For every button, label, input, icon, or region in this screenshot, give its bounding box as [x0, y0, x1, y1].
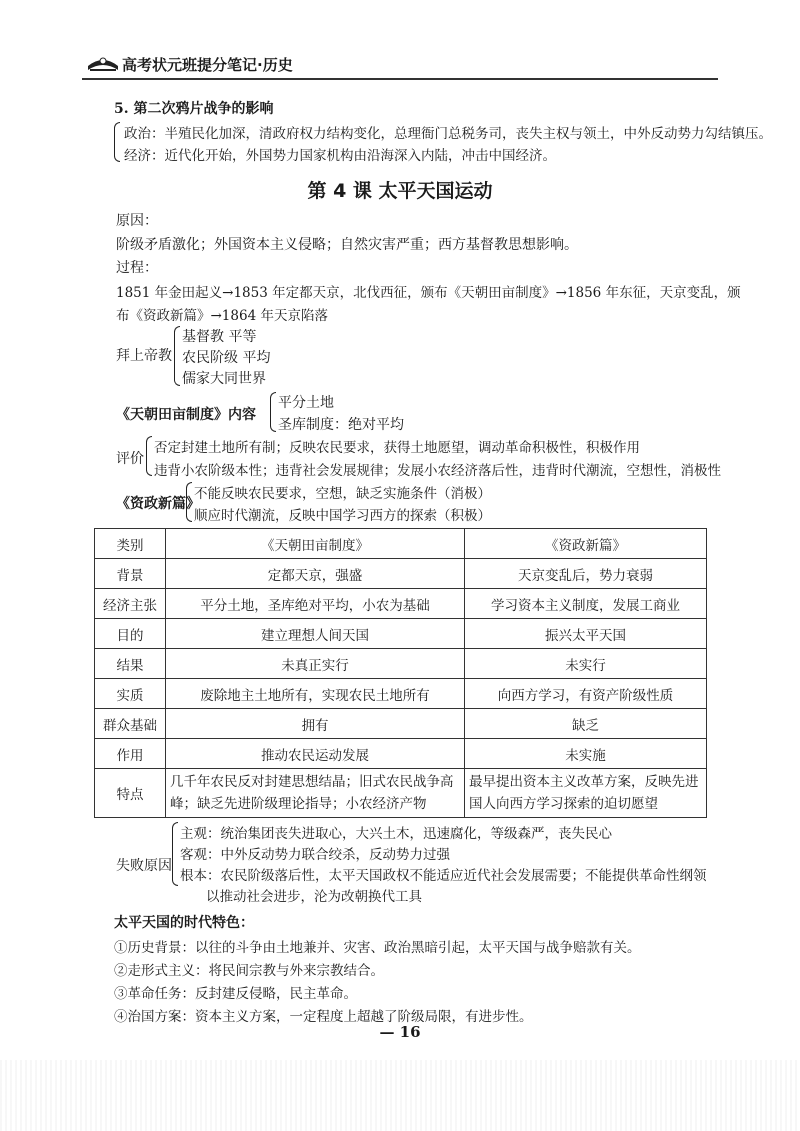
- table-cell: 目的: [95, 619, 166, 649]
- table-cell: 平分土地，圣库绝对平均，小农为基础: [166, 589, 465, 619]
- table-row: [95, 589, 707, 619]
- tianchao-brace: [270, 392, 276, 432]
- table-header-cell: 《资政新篇》: [465, 529, 707, 559]
- failure-item: 以推动社会进步，沦为改朝换代工具: [206, 889, 422, 905]
- evaluation-item: 违背小农阶级本性；违背社会发展规律；发展小农经济落后性，违背时代潮流，空想性，消极性: [154, 463, 721, 479]
- causes-text: 阶级矛盾激化；外国资本主义侵略；自然灾害严重；西方基督教思想影响。: [116, 237, 578, 253]
- table-cell: 天京变乱后，势力衰弱: [465, 559, 707, 589]
- table-cell: 未实行: [465, 649, 707, 679]
- table-cell: 结果: [95, 649, 166, 679]
- lesson-title: 第 4 课 太平天国运动: [307, 180, 493, 202]
- baishangdi-item: 农民阶级 平均: [182, 350, 271, 366]
- table-cell: 实质: [95, 679, 166, 709]
- table-cell: 几千年农民反对封建思想结晶；旧式农民战争高峰；缺乏先进阶级理论指导；小农经济产物: [166, 769, 465, 818]
- tianchao-item: 圣库制度：绝对平均: [278, 417, 404, 433]
- table-row: [95, 769, 707, 818]
- baishangdi-item: 儒家大同世界: [182, 371, 266, 387]
- table-cell: 背景: [95, 559, 166, 589]
- failure-item: 主观：统治集团丧失进取心，大兴土木，迅速腐化，等级森严，丧失民心: [180, 826, 612, 842]
- table-row: [95, 649, 707, 679]
- failure-label: 失败原因: [116, 858, 172, 874]
- table-cell: 定都天京，强盛: [166, 559, 465, 589]
- scan-noise: [0, 1060, 800, 1131]
- table-header-row: [95, 529, 707, 559]
- table-cell: 群众基础: [95, 709, 166, 739]
- table-cell: 振兴太平天国: [465, 619, 707, 649]
- section5-title: 5. 第二次鸦片战争的影响: [114, 101, 274, 117]
- failure-brace: [172, 822, 178, 886]
- table-row: [95, 739, 707, 769]
- section5-politics: 政治：半殖民化加深，清政府权力结构变化，总理衙门总税务司，丧失主权与领土，中外反动势力勾结镇压。: [124, 126, 772, 142]
- table-cell: 未实施: [465, 739, 707, 769]
- evaluation-item: 否定封建土地所有制；反映农民要求，获得土地愿望，调动革命积极性，积极作用: [154, 440, 640, 456]
- header-divider: [82, 78, 718, 80]
- section5-economy: 经济：近代化开始，外国势力国家机构由沿海深入内陆，冲击中国经济。: [124, 148, 556, 164]
- zizheng-brace: [186, 482, 192, 522]
- table-cell: 作用: [95, 739, 166, 769]
- baishangdi-item: 基督教 平等: [182, 329, 257, 345]
- table-row: [95, 679, 707, 709]
- table-row: [95, 619, 707, 649]
- table-cell: 向西方学习，有资产阶级性质: [465, 679, 707, 709]
- process-label: 过程：: [116, 260, 158, 276]
- zizheng-item: 顺应时代潮流，反映中国学习西方的探索（积极）: [194, 508, 491, 524]
- causes-label: 原因：: [116, 213, 158, 229]
- book-logo-icon: [86, 52, 120, 74]
- section5-brace: [114, 122, 120, 162]
- process-line2: 布《资政新篇》→1864 年天京陷落: [116, 308, 328, 324]
- table-cell: 学习资本主义制度，发展工商业: [465, 589, 707, 619]
- features-item: ④治国方案：资本主义方案，一定程度上超越了阶级局限，有进步性。: [114, 1009, 533, 1025]
- evaluation-label: 评价: [116, 451, 144, 467]
- tianchao-label: 《天朝田亩制度》内容: [116, 407, 256, 423]
- table-cell: 废除地主土地所有，实现农民土地所有: [166, 679, 465, 709]
- failure-item: 客观：中外反动势力联合绞杀，反动势力过强: [180, 847, 450, 863]
- table-cell: 拥有: [166, 709, 465, 739]
- table-row: [95, 709, 707, 739]
- table-header-cell: 类别: [95, 529, 166, 559]
- features-item: ②走形式主义：将民间宗教与外来宗教结合。: [114, 963, 384, 979]
- table-cell: 经济主张: [95, 589, 166, 619]
- features-title: 太平天国的时代特色：: [114, 915, 254, 931]
- table-header-cell: 《天朝田亩制度》: [166, 529, 465, 559]
- table-cell: 未真正实行: [166, 649, 465, 679]
- evaluation-brace: [146, 436, 152, 476]
- table-cell: 建立理想人间天国: [166, 619, 465, 649]
- zizheng-label: 《资政新篇》: [116, 496, 200, 512]
- failure-item: 根本：农民阶级落后性，太平天国政权不能适应近代社会发展需要；不能提供革命性纲领: [180, 868, 707, 884]
- table-cell: 特点: [95, 769, 166, 818]
- table-cell: 缺乏: [465, 709, 707, 739]
- features-item: ③革命任务：反封建反侵略，民主革命。: [114, 986, 357, 1002]
- comparison-table: [94, 528, 707, 818]
- features-item: ①历史背景：以往的斗争由土地兼并、灾害、政治黑暗引起，太平天国与战争赔款有关。: [114, 940, 641, 956]
- table-row: [95, 559, 707, 589]
- table-cell: 最早提出资本主义改革方案，反映先进国人向西方学习探索的迫切愿望: [465, 769, 707, 818]
- baishangdi-brace: [174, 326, 180, 386]
- process-line1: 1851 年金田起义→1853 年定都天京，北伐西征，颁布《天朝田亩制度》→1856 年东征，天京变乱，颁: [116, 285, 741, 301]
- table-cell: 推动农民运动发展: [166, 739, 465, 769]
- header-title: 高考状元班提分笔记·历史: [122, 56, 293, 74]
- page-number: — 16: [379, 1023, 421, 1041]
- baishangdi-label: 拜上帝教: [116, 348, 172, 364]
- tianchao-item: 平分土地: [278, 395, 334, 411]
- zizheng-item: 不能反映农民要求，空想，缺乏实施条件（消极）: [194, 486, 491, 502]
